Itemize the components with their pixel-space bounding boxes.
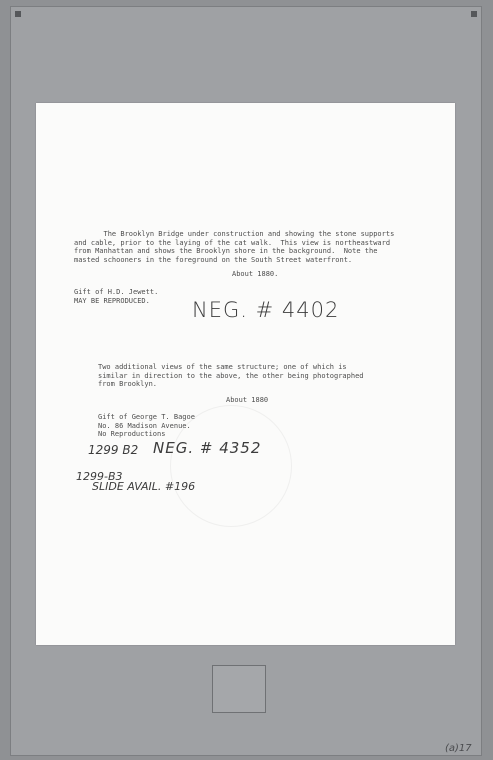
handwritten-ref-1: 1299 B2 (88, 443, 139, 457)
credit-2-line: Gift of George T. Bagoe (98, 413, 195, 421)
credit-2-line: No Reproductions (98, 430, 166, 439)
corner-hole (15, 11, 21, 17)
library-stamp (212, 665, 266, 713)
paragraph-2-line: from Brooklyn. (98, 380, 158, 389)
handwritten-neg-2: NEG. # 4352 (153, 439, 262, 457)
handwritten-ref-2: 1299-B3 (76, 470, 123, 483)
paragraph-1-line: The Brooklyn Bridge under construction and showing the stone supports (74, 230, 395, 238)
paragraph-1-line: from Manhattan and shows the Brooklyn shore in the background. Note the (74, 247, 378, 256)
paragraph-1-line: and cable, prior to the laying of the cat walk. This view is northeastward (74, 238, 391, 247)
paragraph-1-line: masted schooners in the foreground on the South Street waterfront. (74, 256, 353, 265)
paragraph-2-line: similar in direction to the above, the other being photographed (98, 371, 364, 380)
corner-pencil-mark: (a)17 (445, 743, 472, 754)
handwritten-slide-note: SLIDE AVAIL. #196 (92, 480, 196, 493)
corner-hole (471, 11, 477, 17)
paragraph-2-line: Two additional views of the same structure; one of which is (98, 363, 347, 371)
handwritten-neg-1: NEG. # 4402 (192, 298, 340, 322)
credit-1-line: Gift of H.D. Jewett. (74, 288, 159, 296)
paragraph-1-date: About 1880. (232, 270, 279, 278)
paragraph-2-date: About 1880 (226, 396, 269, 404)
credit-2-line: No. 86 Madison Avenue. (98, 421, 191, 430)
credit-1-line: MAY BE REPRODUCED. (74, 296, 150, 305)
